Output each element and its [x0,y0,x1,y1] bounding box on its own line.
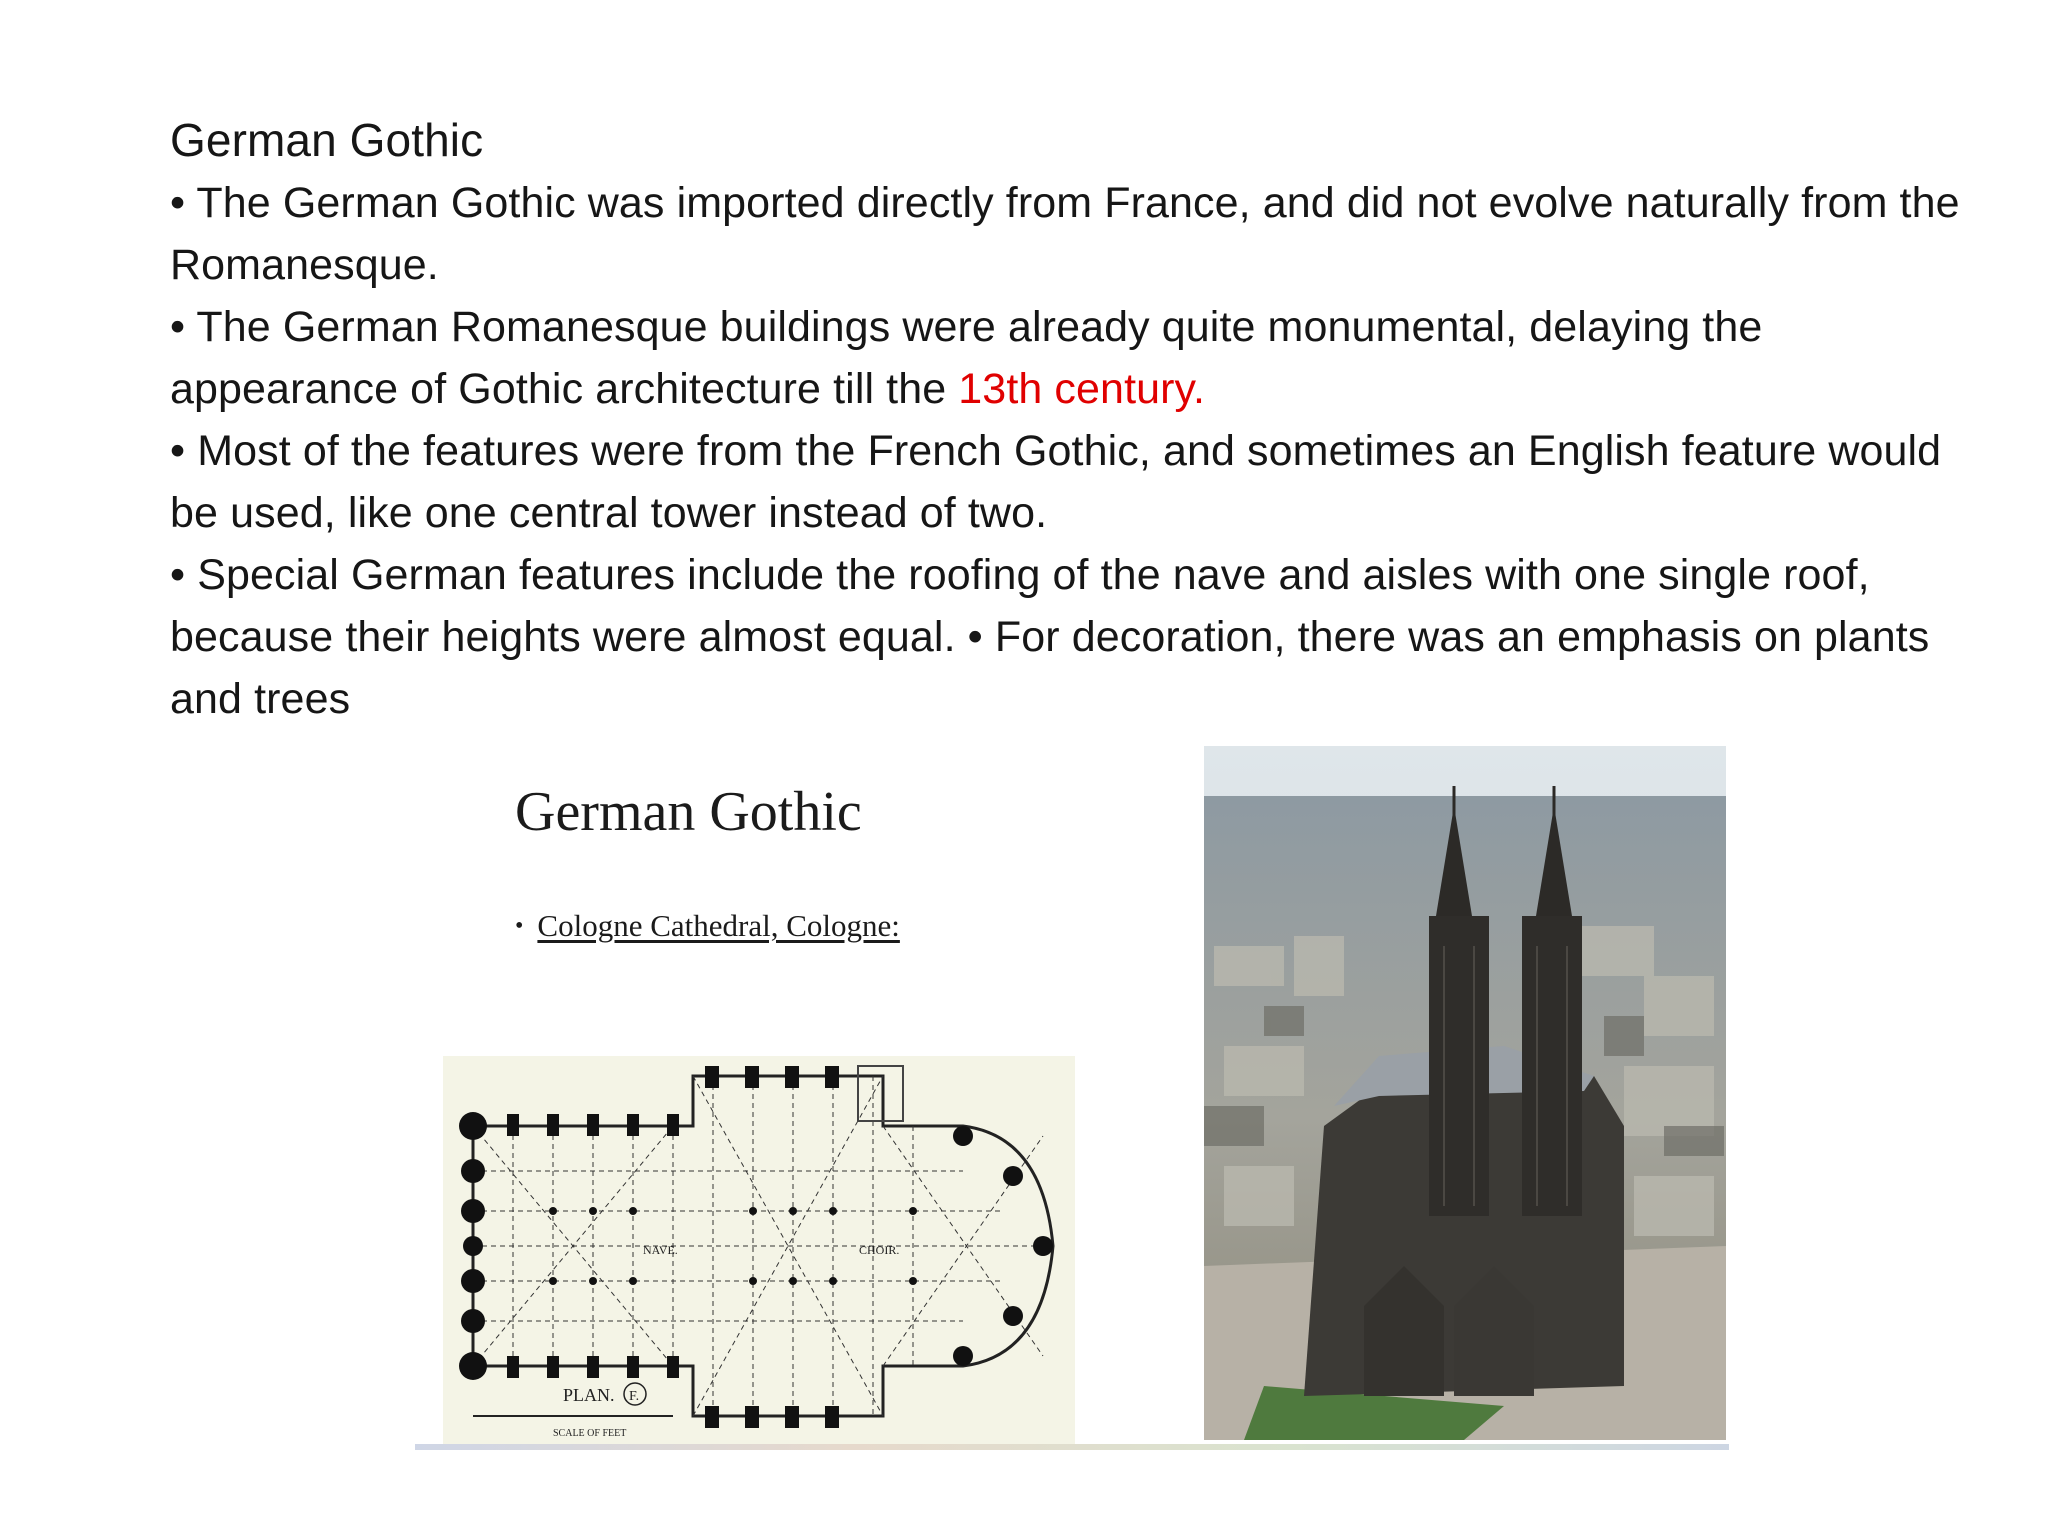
cathedral-photo [1204,746,1726,1440]
bullet-imported: • The German Gothic was imported directly from France, and did not evolve naturally from the Romanesque. [170,179,1960,289]
plan-label-mark: F. [629,1389,640,1404]
highlight-13th-century: 13th century. [958,365,1205,413]
bullet-romanesque-text: • The German Romanesque buildings were already quite monumental, delaying the appearance of Gothic architecture till the [170,303,1763,413]
figure-bottom-rule [415,1444,1729,1450]
plan-label-choir: CHOIR. [859,1243,900,1257]
figure-title: German Gothic [515,781,862,843]
figure-bullet-dot: • [515,913,524,939]
embedded-slide-figure [440,760,1080,1450]
floor-plan-drawing [443,1056,1075,1446]
bullet-romanesque [170,296,1990,420]
floor-plan-image [443,1056,1075,1446]
figure-bullet [515,908,900,944]
bullet-features: • Most of the features were from the French Gothic, and sometimes an English feature would be used, like one central tower instead of two. [170,427,1942,537]
slide-title: German Gothic [170,114,484,166]
plan-label-plan: PLAN. [563,1385,615,1405]
cathedral-photo-image [1204,746,1726,1440]
cologne-cathedral-link: Cologne Cathedral, Cologne: [537,908,900,943]
plan-label-scale: SCALE OF FEET [553,1428,627,1439]
slide-body [170,108,1990,730]
plan-label-nave: NAVE. [643,1243,678,1257]
bullet-special-features: • Special German features include the roofing of the nave and aisles with one single roof, because their heights were almost equal. • For decoration, there was an emphasis on plants and trees [170,551,1930,723]
